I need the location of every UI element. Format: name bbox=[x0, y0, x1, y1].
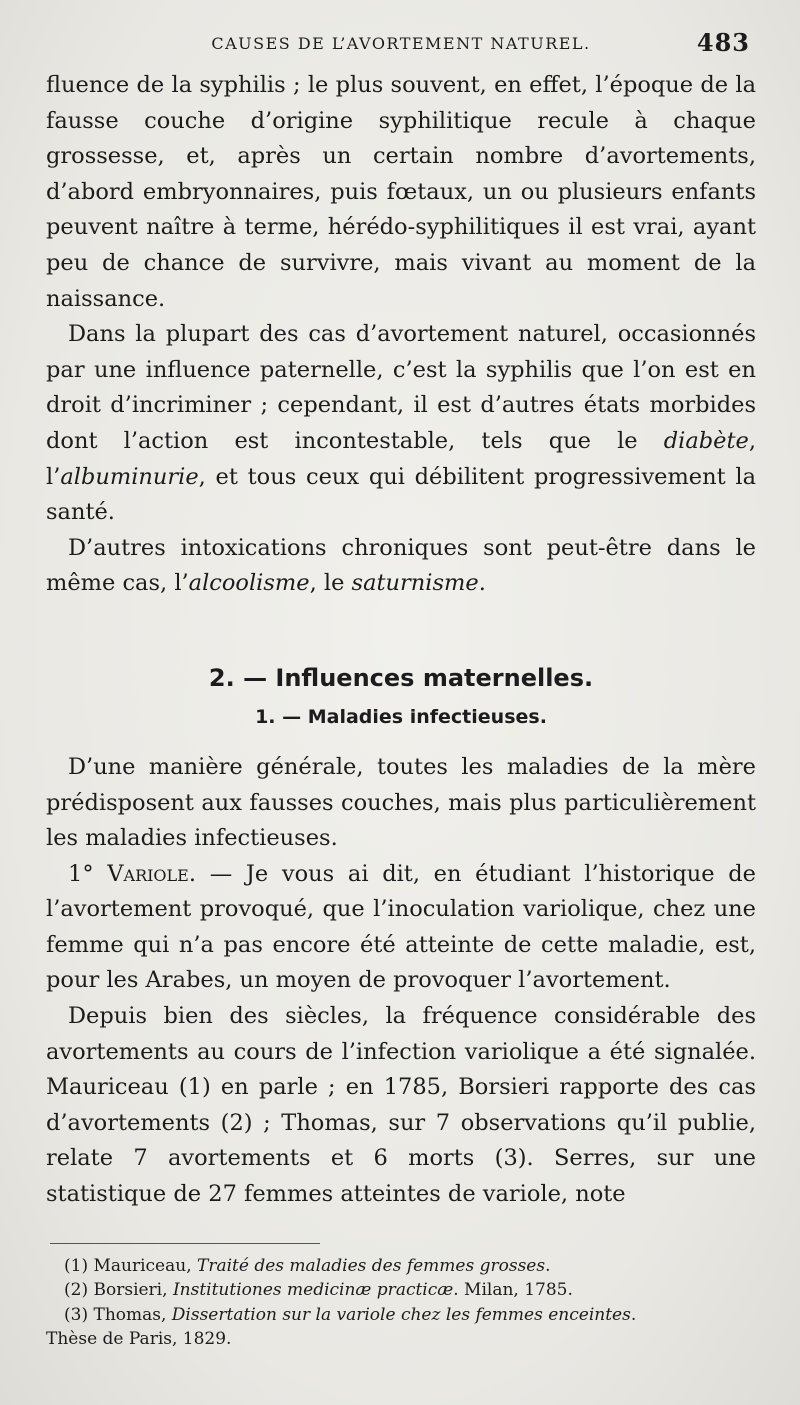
emphasis-diabete: diabète bbox=[663, 427, 749, 454]
footnote-3-continuation: Thèse de Paris, 1829. bbox=[46, 1329, 232, 1350]
paragraph-4: D’une manière générale, toutes les maladies de la mère prédisposent aux fausses couches, mais plus particulièrement les maladies infectieuses. bbox=[46, 753, 756, 852]
body-text bbox=[46, 68, 756, 1213]
footnote-2 bbox=[46, 1278, 756, 1303]
section-title: 2. — Influences maternelles. bbox=[208, 663, 594, 692]
paragraph-2 bbox=[46, 317, 756, 531]
paragraph-2-text: , et tous ceux qui débilitent progressivement la santé. bbox=[46, 463, 756, 526]
paragraph-5-text: . — Je vous ai dit, en étudiant l’historique de l’avortement provoqué, que l’inoculation variolique, chez une femme qui n’a pas encore été atteinte de cette maladie, est, pour les Arabes, un moyen de provoquer l’avortement. bbox=[46, 860, 757, 994]
paragraph-2-text: , l’ bbox=[46, 427, 756, 490]
running-head bbox=[46, 28, 756, 68]
footnote-text: . Milan, 1785. bbox=[453, 1280, 573, 1301]
paragraph-6: Depuis bien des siècles, la fréquence considérable des avortements au cours de l’infection variolique a été signalée. Mauriceau (1) en parle ; en 1785, Borsieri rapporte des cas d’avortements (2) ; Thomas, sur 7 observations qu’il publie, relate 7 avortements et 6 morts (3). Serres, sur une statistique de 27 femmes atteintes de variole, note bbox=[46, 1003, 756, 1208]
emphasis-albuminurie: albuminurie bbox=[60, 463, 199, 490]
emphasis-alcoolisme: alcoolisme bbox=[188, 570, 310, 597]
paragraph-1: fluence de la syphilis ; le plus souvent, en effet, l’époque de la fausse couche d’origine syphilitique recule à chaque grossesse, et, après un certain nombre d’avortements, d’abord embryonnaires, puis fœtaux, un ou plusieurs enfants peuvent naître à terme, hérédo-syphilitiques il est vrai, ayant peu de chance de survivre, mais vivant au moment de la naissance. bbox=[46, 72, 756, 312]
footnote-divider bbox=[50, 1243, 320, 1244]
footnotes bbox=[46, 1254, 756, 1352]
footnote-title: Institutiones medicinæ practicæ bbox=[172, 1280, 454, 1301]
footnote-text: . bbox=[630, 1304, 637, 1325]
paragraph-3-text: . bbox=[478, 570, 486, 597]
running-title: CAUSES DE L’AVORTEMENT NATUREL. bbox=[211, 34, 591, 53]
paragraph-5 bbox=[46, 857, 756, 999]
emphasis-saturnisme: saturnisme bbox=[351, 570, 479, 597]
item-heading-variole: Variole bbox=[107, 860, 189, 887]
footnote-text: (3) Thomas, bbox=[64, 1304, 172, 1325]
item-number: 1° bbox=[68, 860, 108, 887]
paragraph-3-text: , le bbox=[309, 570, 352, 597]
footnote-text: (2) Borsieri, bbox=[64, 1280, 173, 1301]
paragraph-3 bbox=[46, 531, 756, 602]
paragraph-2-text: Dans la plupart des cas d’avortement naturel, occasionnés par une influence paternelle, c’est la syphilis que l’on est en droit d’incriminer ; cependant, il est d’autres états morbides dont l’action est incontestable, tels que le bbox=[46, 321, 756, 454]
paragraph-3-text: D’autres intoxications chroniques sont peut-être dans le même cas, l’ bbox=[46, 534, 756, 597]
footnote-text: . bbox=[545, 1255, 551, 1276]
footnote-1 bbox=[46, 1254, 756, 1279]
footnote-3 bbox=[46, 1303, 756, 1328]
footnote-title: Dissertation sur la variole chez les femmes enceintes bbox=[171, 1304, 631, 1325]
subsection-title: 1. — Maladies infectieuses. bbox=[255, 705, 547, 728]
page-number: 483 bbox=[696, 28, 750, 57]
footnote-title: Traité des maladies des femmes grosses bbox=[197, 1255, 546, 1276]
footnote-text: (1) Mauriceau, bbox=[64, 1255, 198, 1276]
